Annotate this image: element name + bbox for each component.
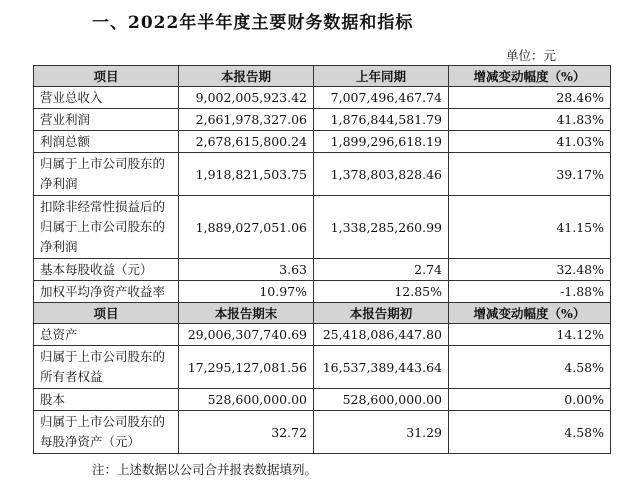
cell-current: 1,889,027,051.06 [179,196,314,259]
cell-change: 0.00% [449,389,611,411]
cell-change: 41.15% [449,196,611,259]
cell-previous: 16,537,389,443.64 [314,346,449,389]
row-label: 归属于上市公司股东的所有者权益 [34,346,179,389]
section-title: 一、2022年半年度主要财务数据和指标 [92,13,414,33]
table-row [34,389,611,411]
row-label: 归属于上市公司股东的净利润 [34,153,179,196]
financial-table [33,65,611,454]
row-label: 营业利润 [34,109,179,131]
cell-current: 10.97% [179,281,314,303]
row-label: 股本 [34,389,179,411]
cell-current: 32.72 [179,411,314,454]
header-row-2 [34,303,611,324]
cell-change: 32.48% [449,259,611,281]
cell-previous: 31.29 [314,411,449,454]
cell-current: 9,002,005,923.42 [179,87,314,109]
table-row [34,196,611,259]
row-label: 归属于上市公司股东的每股净资产（元） [34,411,179,454]
cell-previous: 25,418,086,447.80 [314,324,449,346]
cell-change: 41.03% [449,131,611,153]
row-label: 营业总收入 [34,87,179,109]
cell-current: 1,918,821,503.75 [179,153,314,196]
cell-previous: 7,007,496,467.74 [314,87,449,109]
cell-previous: 1,876,844,581.79 [314,109,449,131]
table-row [34,153,611,196]
table-row [34,411,611,454]
table-row [34,109,611,131]
cell-current: 2,678,615,800.24 [179,131,314,153]
header-current-period: 本报告期 [179,66,314,87]
cell-previous: 1,378,803,828.46 [314,153,449,196]
footnote: 注：上述数据以公司合并报表数据填列。 [92,462,318,477]
cell-current: 2,661,978,327.06 [179,109,314,131]
table-row [34,131,611,153]
header-row-1 [34,66,611,87]
cell-current: 29,006,307,740.69 [179,324,314,346]
row-label: 基本每股收益（元） [34,259,179,281]
cell-previous: 528,600,000.00 [314,389,449,411]
header-period-start: 本报告期初 [314,303,449,324]
row-label: 利润总额 [34,131,179,153]
cell-previous: 1,899,296,618.19 [314,131,449,153]
cell-current: 3.63 [179,259,314,281]
table-row [34,87,611,109]
unit-label: 单位：元 [505,48,556,63]
table-row [34,281,611,303]
table-row [34,346,611,389]
header-item: 项目 [34,303,179,324]
header-item: 项目 [34,66,179,87]
row-label: 扣除非经常性损益后的归属于上市公司股东的净利润 [34,196,179,259]
cell-current: 528,600,000.00 [179,389,314,411]
cell-change: 4.58% [449,346,611,389]
table-row [34,259,611,281]
header-change: 增减变动幅度（%） [449,66,611,87]
cell-previous: 12.85% [314,281,449,303]
cell-previous: 1,338,285,260.99 [314,196,449,259]
cell-previous: 2.74 [314,259,449,281]
cell-change: 14.12% [449,324,611,346]
table-row [34,324,611,346]
cell-change: 4.58% [449,411,611,454]
header-change: 增减变动幅度（%） [449,303,611,324]
header-prior-period: 上年同期 [314,66,449,87]
row-label: 加权平均净资产收益率 [34,281,179,303]
cell-current: 17,295,127,081.56 [179,346,314,389]
cell-change: 39.17% [449,153,611,196]
cell-change: -1.88% [449,281,611,303]
cell-change: 28.46% [449,87,611,109]
cell-change: 41.83% [449,109,611,131]
header-period-end: 本报告期末 [179,303,314,324]
row-label: 总资产 [34,324,179,346]
